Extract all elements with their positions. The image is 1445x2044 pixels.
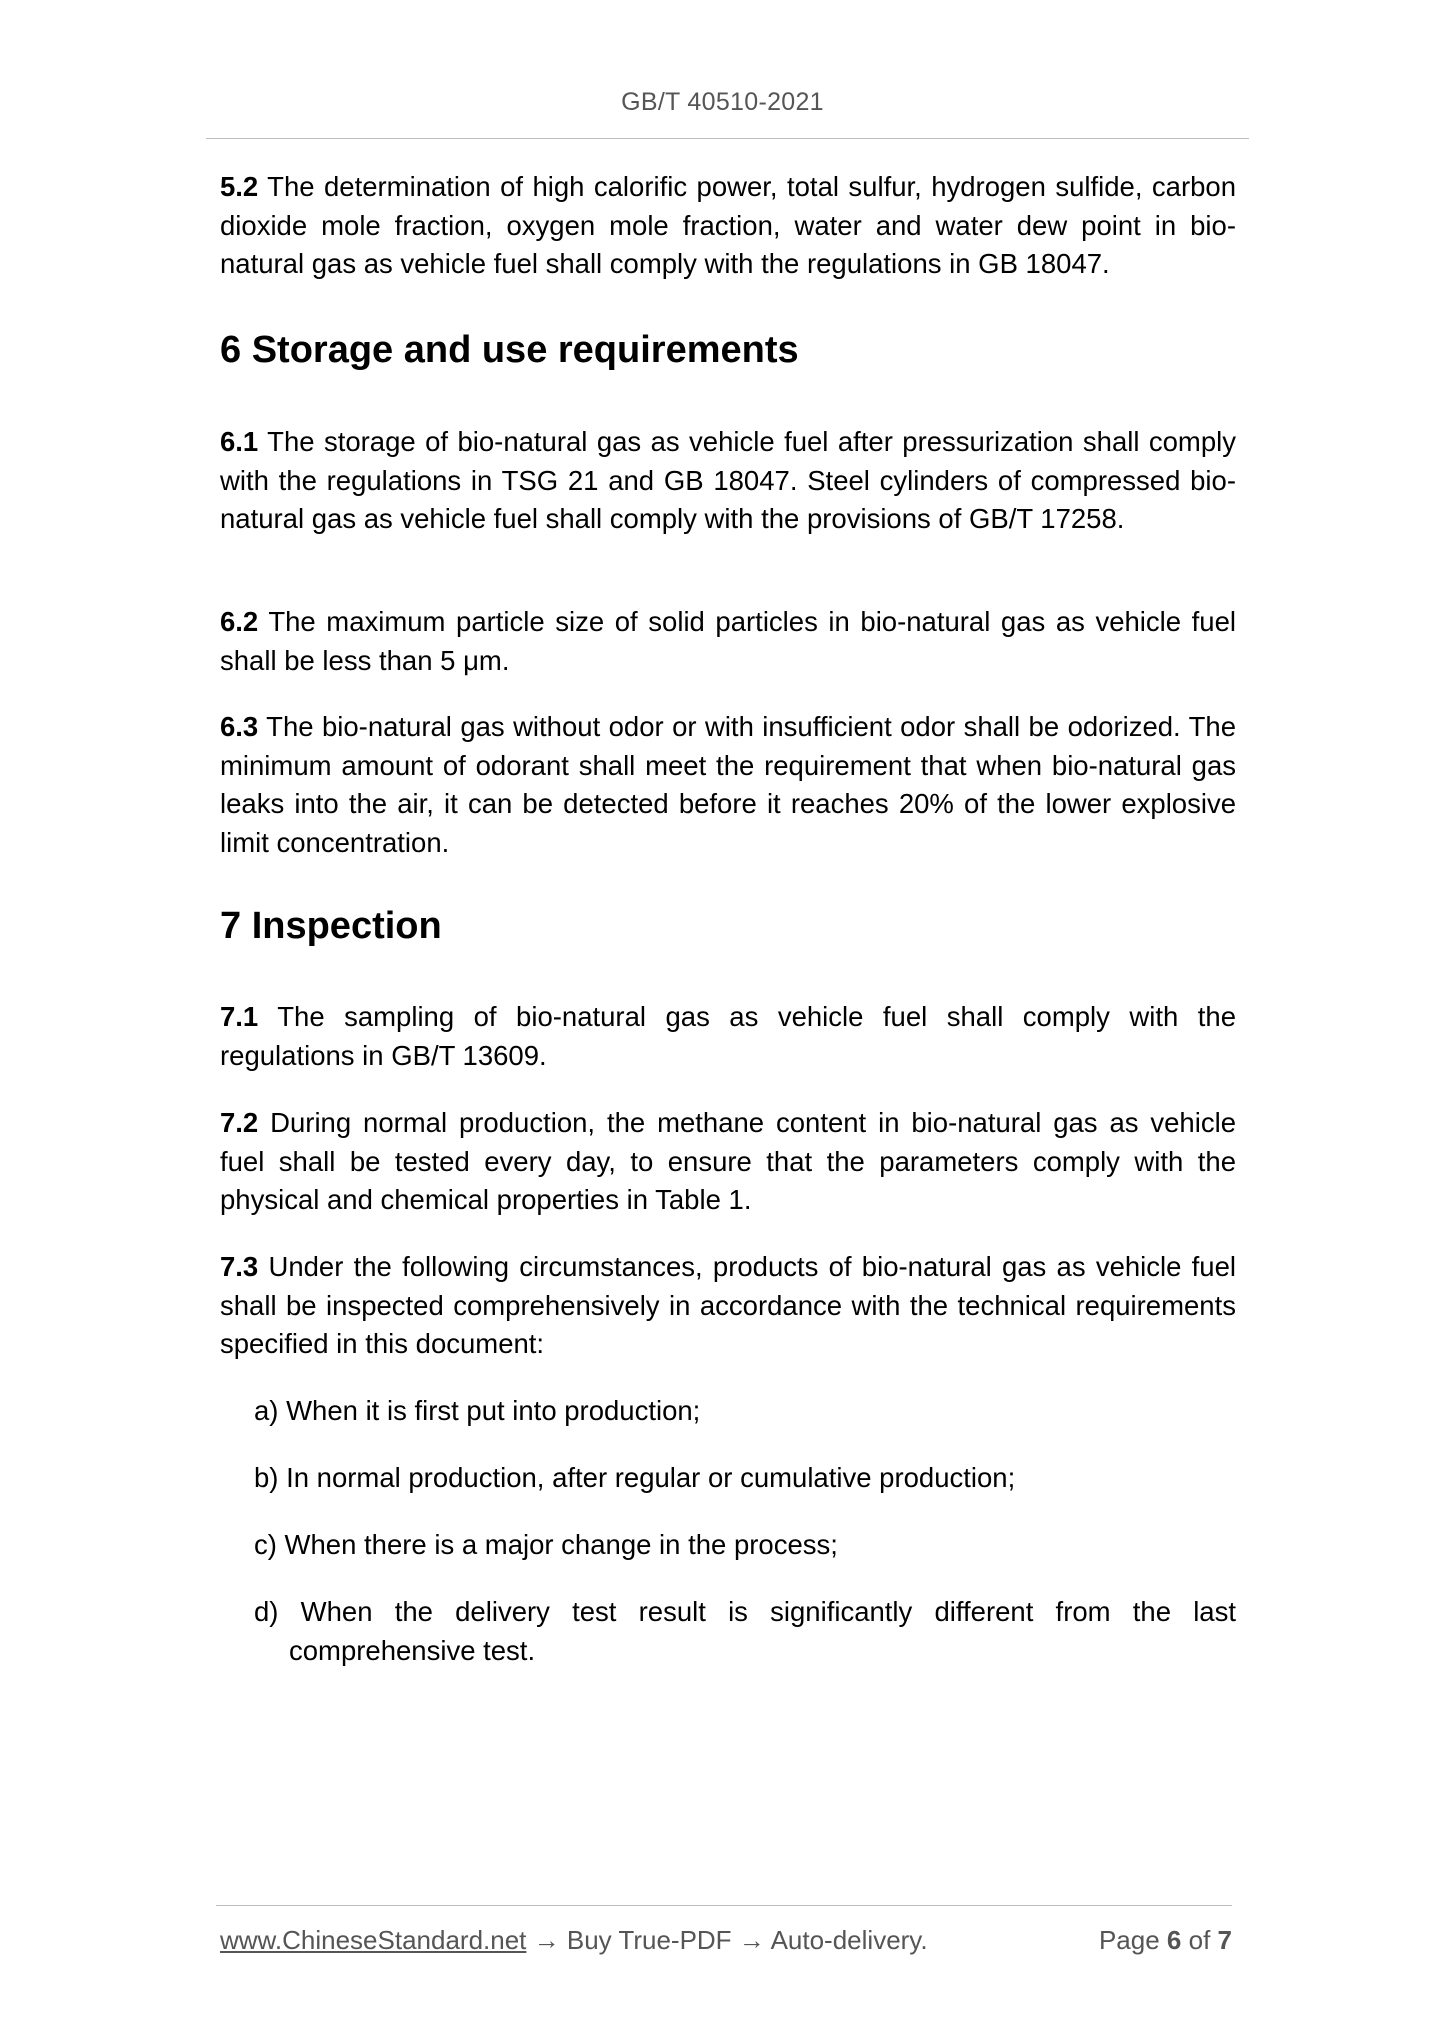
page-footer	[220, 1925, 1232, 1959]
clause-text: The storage of bio-natural gas as vehicle fuel after pressurization shall comply with the regulations in TSG 21 and GB 18047. Steel cylinders of compressed bio-natural gas as vehicle fuel shall comply with the provisions of GB/T 17258.	[220, 426, 1236, 534]
page-indicator	[1099, 1925, 1232, 1956]
clause-5-2	[220, 168, 1236, 284]
list-item-b: b) In normal production, after regular or cumulative production;	[254, 1462, 1016, 1493]
clause-text: The bio-natural gas without odor or with insufficient odor shall be odorized. The minimum amount of odorant shall meet the requirement that when bio-natural gas leaks into the air, it can be detected before it reaches 20% of the lower explosive limit concentration.	[220, 711, 1236, 858]
list-item-c: c) When there is a major change in the process;	[254, 1529, 838, 1560]
current-page-number: 6	[1166, 1925, 1182, 1955]
page-label: Page	[1098, 1925, 1160, 1955]
footer-divider	[216, 1905, 1232, 1906]
clause-6-3	[220, 708, 1236, 862]
clause-number: 6.3	[220, 711, 259, 742]
footer-tagline: → Buy True-PDF → Auto-delivery.	[526, 1925, 928, 1955]
header-divider	[206, 138, 1249, 139]
total-page-count: 7	[1217, 1925, 1232, 1955]
clause-number: 7.2	[220, 1107, 259, 1138]
page-of-label: of	[1188, 1925, 1211, 1955]
clause-text: During normal production, the methane content in bio-natural gas as vehicle fuel shall be tested every day, to ensure that the parameters comply with the physical and chemical properties in Table 1.	[220, 1107, 1236, 1215]
clause-number: 6.2	[220, 606, 259, 637]
clause-7-1	[220, 998, 1236, 1075]
section-heading-7: 7 Inspection	[220, 905, 442, 947]
clause-7-2	[220, 1104, 1236, 1220]
clause-6-2	[220, 603, 1236, 680]
clause-number: 7.3	[220, 1251, 259, 1282]
clause-7-3	[220, 1248, 1236, 1364]
clause-number: 6.1	[220, 426, 259, 457]
list-item-a: a) When it is first put into production;	[254, 1395, 701, 1426]
clause-text: Under the following circumstances, products of bio-natural gas as vehicle fuel shall be inspected comprehensively in accordance with the technical requirements specified in this document:	[220, 1251, 1236, 1359]
list-item-d: d) When the delivery test result is significantly different from the last comprehensive test.	[254, 1596, 1236, 1666]
section-heading-6: 6 Storage and use requirements	[220, 329, 799, 371]
document-number-header: GB/T 40510-2021	[621, 88, 824, 116]
clause-text: The determination of high calorific power, total sulfur, hydrogen sulfide, carbon dioxide mole fraction, oxygen mole fraction, water and water dew point in bio-natural gas as vehicle fuel shall comply with the regulations in GB 18047.	[220, 171, 1236, 279]
clause-number: 5.2	[220, 171, 259, 202]
footer-promo	[220, 1925, 928, 1956]
clause-number: 7.1	[220, 1001, 259, 1032]
clause-text: The maximum particle size of solid particles in bio-natural gas as vehicle fuel shall be less than 5 μm.	[220, 606, 1236, 676]
clause-text: The sampling of bio-natural gas as vehicle fuel shall comply with the regulations in GB/T 13609.	[220, 1001, 1236, 1071]
clause-6-1	[220, 423, 1236, 539]
website-link[interactable]: www.ChineseStandard.net	[220, 1925, 527, 1955]
